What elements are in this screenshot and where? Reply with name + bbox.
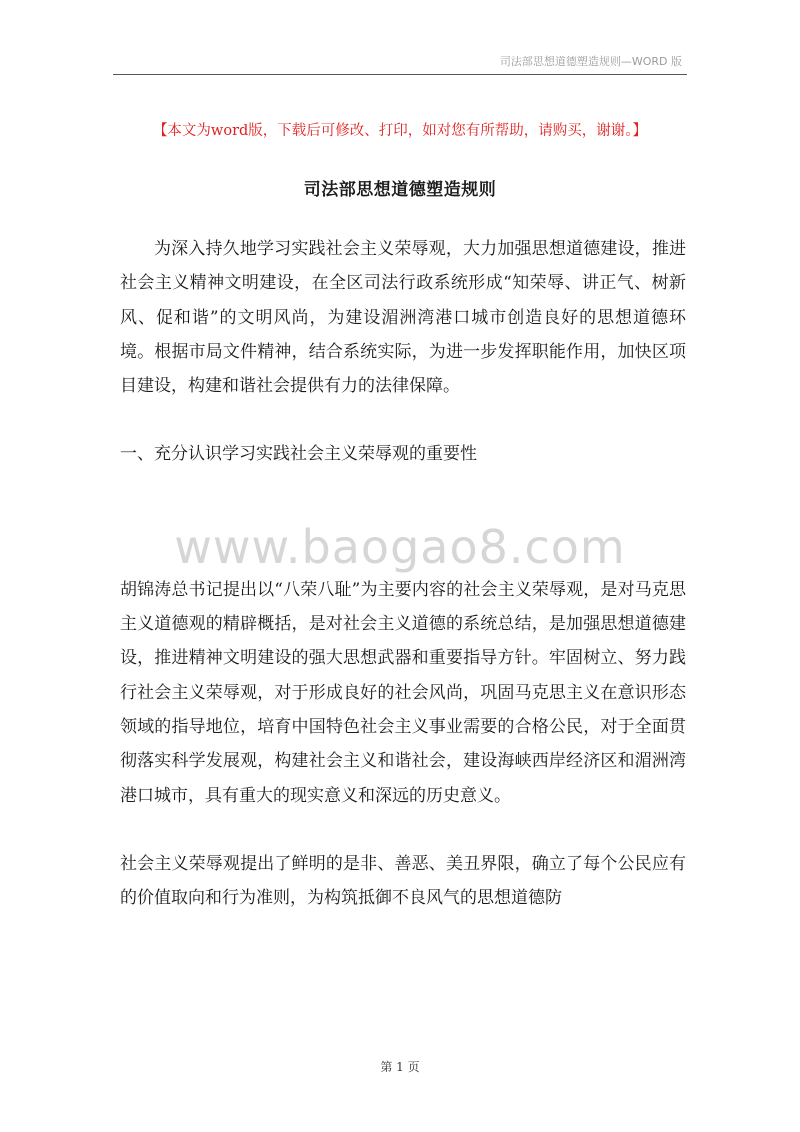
watermark: www.baogao8.com xyxy=(174,520,626,574)
document-title: 司法部思想道德塑造规则 xyxy=(303,180,497,200)
paragraph-body-1: 胡锦涛总书记提出以“八荣八耻”为主要内容的社会主义荣辱观，是对马克思主义道德观的精辟概括，是对社会主义道德的系统总结，是加强思想道德建设，推进精神文明建设的强大思想武器和重要指导方针。牢固树立、努力践行社会主义荣辱观，对于形成良好的社会风尚，巩固马克思主义在意识形态领域的指导地位，培育中国特色社会主义事业需要的合格公民，对于全面贯彻落实科学发展观，构建社会主义和谐社会，建设海峡西岸经济区和湄洲湾港口城市，具有重大的现实意义和深远的历史意义。 xyxy=(120,579,686,806)
purchase-notice: 【本文为word版，下载后可修改、打印，如对您有所帮助，请购买，谢谢。】 xyxy=(152,123,648,139)
running-header: 司法部思想道德塑造规则—WORD 版 xyxy=(499,55,682,68)
paragraph-body-2: 社会主义荣辱观提出了鲜明的是非、善恶、美丑界限，确立了每个公民应有的价值取向和行为准则，为构筑抵御不良风气的思想道德防 xyxy=(120,853,686,909)
header-divider xyxy=(113,74,687,75)
paragraph-intro: 为深入持久地学习实践社会主义荣辱观，大力加强思想道德建设，推进社会主义精神文明建设，在全区司法行政系统形成“知荣辱、讲正气、树新风、促和谐”的文明风尚，为建设湄洲湾港口城市创造良好的思想道德环境。根据市局文件精神，结合系统实际，为进一步发挥职能作用，加快区项目建设，构建和谐社会提供有力的法律保障。 xyxy=(120,239,686,397)
section-heading-1: 一、充分认识学习实践社会主义荣辱观的重要性 xyxy=(120,444,477,465)
page-number: 第 1 页 xyxy=(380,1060,420,1074)
document-body xyxy=(120,232,686,915)
